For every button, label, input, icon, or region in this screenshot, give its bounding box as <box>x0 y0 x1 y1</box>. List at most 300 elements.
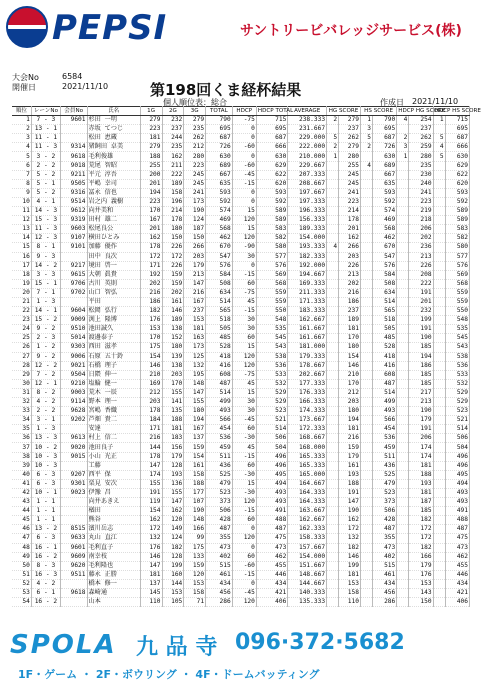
table-row <box>12 297 470 306</box>
cell: 525 <box>206 470 233 479</box>
cell: 172 <box>140 252 162 261</box>
cell: 568 <box>445 279 469 288</box>
cell: 525 <box>373 470 397 479</box>
cell: 459 <box>206 443 233 452</box>
cell: 222 <box>162 170 184 179</box>
cell <box>433 307 445 316</box>
pepsi-globe-logo <box>6 6 48 48</box>
cell: 373 <box>373 498 397 507</box>
cell: 172.333 <box>288 425 327 434</box>
cell: 210 <box>140 370 162 379</box>
cell: 60 <box>232 461 256 470</box>
spola-logo: SPOLA <box>10 630 117 660</box>
cell: 536 <box>256 361 287 370</box>
cell: 5 <box>433 134 445 143</box>
cell: 冨永 信也 <box>87 188 140 197</box>
cell: 5 - 1 <box>31 179 60 188</box>
cell: 203 <box>184 252 206 261</box>
cell: 528 <box>373 343 397 352</box>
cell: 190 <box>184 207 206 216</box>
cell: 137 <box>140 579 162 588</box>
cell: 355 <box>206 534 233 543</box>
cell: 188 <box>162 416 184 425</box>
cell: 543 <box>256 343 287 352</box>
cell: 180 <box>184 407 206 416</box>
cell: 10 - 1 <box>31 488 60 497</box>
cell: 44 <box>12 507 31 516</box>
cell <box>360 279 372 288</box>
cell: 5 <box>12 152 31 161</box>
cell: 199 <box>162 561 184 570</box>
cell <box>433 316 445 325</box>
cell: 687 <box>445 134 469 143</box>
footer-ad <box>0 628 474 684</box>
cell: 514 <box>256 425 287 434</box>
cell: 286 <box>206 598 233 607</box>
cell: 60 <box>232 552 256 561</box>
cell: 154 <box>140 507 162 516</box>
cell: 202.667 <box>288 370 327 379</box>
cell: 491 <box>256 507 287 516</box>
cell: 222 <box>409 279 433 288</box>
cell: 6 <box>12 161 31 170</box>
cell <box>433 516 445 525</box>
cell <box>327 343 339 352</box>
cell: 223 <box>409 197 433 206</box>
cell: 6 - 3 <box>31 534 60 543</box>
cell <box>433 325 445 334</box>
cell: 193 <box>339 470 361 479</box>
col-hdcp-total: HDCP TOTAL <box>256 107 287 116</box>
cell: 9601 <box>60 116 87 125</box>
cell: 213 <box>184 270 206 279</box>
cell: 181 <box>409 488 433 497</box>
cell: 428 <box>373 516 397 525</box>
cell: 577 <box>256 252 287 261</box>
cell <box>433 461 445 470</box>
cell: 156.333 <box>288 216 327 225</box>
cell: 16 - 1 <box>31 543 60 552</box>
cell: 608 <box>373 370 397 379</box>
cell: 9620 <box>60 561 87 570</box>
cell <box>397 525 409 534</box>
cell: 工藤 <box>87 461 140 470</box>
table-row <box>12 143 470 152</box>
table-row <box>12 125 470 134</box>
cell: 128 <box>162 461 184 470</box>
cell: 536 <box>373 434 397 443</box>
table-row <box>12 570 470 579</box>
cell <box>397 416 409 425</box>
cell <box>327 188 339 197</box>
table-row <box>12 207 470 216</box>
cell: 635 <box>373 179 397 188</box>
cell: 726 <box>373 143 397 152</box>
cell: 593 <box>206 188 233 197</box>
cell: 543 <box>445 343 469 352</box>
cell: 120 <box>232 216 256 225</box>
cell: 145 <box>140 588 162 597</box>
cell <box>327 316 339 325</box>
cell: 493 <box>445 488 469 497</box>
cell: 石橋 理子 <box>87 361 140 370</box>
cell: 634 <box>373 288 397 297</box>
cell: 568 <box>373 225 397 234</box>
cell: 523 <box>206 488 233 497</box>
cell: 0 <box>232 579 256 588</box>
cell <box>433 352 445 361</box>
cell <box>327 279 339 288</box>
cell: 565 <box>206 307 233 316</box>
cell <box>360 297 372 306</box>
cell: 559 <box>256 288 287 297</box>
cell <box>60 297 87 306</box>
cell: 629 <box>445 161 469 170</box>
cell: 15 - 3 <box>31 216 60 225</box>
header <box>0 0 474 60</box>
cell: 191 <box>339 488 361 497</box>
cell <box>360 361 372 370</box>
cell: 226 <box>339 261 361 270</box>
cell: 171 <box>140 425 162 434</box>
cell: 10 - 3 <box>31 461 60 470</box>
cell: 横田ひとみ <box>87 234 140 243</box>
cell: 208 <box>409 270 433 279</box>
cell: 濱川岳志 <box>87 525 140 534</box>
cell: 548 <box>256 316 287 325</box>
cell: 188 <box>339 479 361 488</box>
cell: 161.667 <box>288 334 327 343</box>
cell <box>397 352 409 361</box>
cell <box>397 343 409 352</box>
cell <box>327 352 339 361</box>
cell: 280 <box>184 152 206 161</box>
cell: 194 <box>140 188 162 197</box>
cell: 9504 <box>60 370 87 379</box>
col-member: 会員No <box>60 107 87 116</box>
cell <box>360 498 372 507</box>
table-row <box>12 461 470 470</box>
cell: 213 <box>409 398 433 407</box>
cell: 0 <box>232 525 256 534</box>
cell: 191 <box>140 488 162 497</box>
cell: 181 <box>140 570 162 579</box>
cell: 20 <box>12 288 31 297</box>
event-date: 2021/11/10 <box>62 82 109 91</box>
created-label: 作成日 <box>380 98 404 107</box>
cell: 向井美和 <box>87 207 140 216</box>
cell <box>60 125 87 134</box>
cell: 148 <box>184 379 206 388</box>
cell: 149 <box>162 525 184 534</box>
cell: 416 <box>373 361 397 370</box>
cell <box>433 570 445 579</box>
cell <box>60 252 87 261</box>
cell: 635 <box>206 179 233 188</box>
cell: 487 <box>256 525 287 534</box>
cell <box>360 216 372 225</box>
cell: 174 <box>409 452 433 461</box>
cell <box>433 416 445 425</box>
cell: 9303 <box>60 343 87 352</box>
cell: 1 - 3 <box>31 297 60 306</box>
cell: 172 <box>409 534 433 543</box>
cell: 135 <box>162 407 184 416</box>
cell: 456 <box>373 588 397 597</box>
cell <box>360 525 372 534</box>
cell <box>360 316 372 325</box>
cell: 226 <box>409 261 433 270</box>
cell: 496 <box>256 452 287 461</box>
cell <box>327 252 339 261</box>
cell <box>397 516 409 525</box>
cell: 193 <box>409 479 433 488</box>
cell: 177 <box>184 488 206 497</box>
cell: 244 <box>162 134 184 143</box>
table-row <box>12 279 470 288</box>
cell: 147 <box>140 461 162 470</box>
cell: 589 <box>445 207 469 216</box>
cell <box>433 488 445 497</box>
cell: 178 <box>140 407 162 416</box>
cell: 9609 <box>60 552 87 561</box>
cell: 159 <box>184 443 206 452</box>
cell: 10 - 3 <box>31 452 60 461</box>
cell <box>397 307 409 316</box>
table-row <box>12 379 470 388</box>
cell: 193 <box>162 470 184 479</box>
cell: 181 <box>184 325 206 334</box>
cell: 11 - 3 <box>31 143 60 152</box>
cell <box>360 416 372 425</box>
cell: 31 <box>12 388 31 397</box>
cell: 213 <box>409 252 433 261</box>
cell: 160 <box>162 570 184 579</box>
cell: 161 <box>339 461 361 470</box>
cell: 203 <box>339 252 361 261</box>
cell: 189 <box>162 316 184 325</box>
cell <box>397 461 409 470</box>
cell: 455 <box>445 561 469 570</box>
cell: 462 <box>373 234 397 243</box>
cell: 241 <box>409 188 433 197</box>
cell: 279 <box>339 143 361 152</box>
cell: 50 <box>12 561 31 570</box>
cell: 232 <box>162 116 184 125</box>
cell: 9003 <box>60 388 87 397</box>
cell <box>360 534 372 543</box>
cell: 14 <box>12 234 31 243</box>
cell: 216 <box>339 288 361 297</box>
cell: 16 - 2 <box>31 552 60 561</box>
cell: 687 <box>206 134 233 143</box>
cell: 446 <box>445 570 469 579</box>
page-title: 第198回くま経杯結果 <box>150 81 302 99</box>
cell: 147 <box>184 279 206 288</box>
cell: 279 <box>140 143 162 152</box>
cell: 9006 <box>60 352 87 361</box>
cell: 4 <box>397 116 409 125</box>
cell: 491 <box>445 507 469 516</box>
cell: 514 <box>206 388 233 397</box>
col-total: TOTAL <box>206 107 233 116</box>
cell: 418 <box>373 352 397 361</box>
cell: 194.667 <box>288 270 327 279</box>
cell: 9702 <box>60 288 87 297</box>
cell: 180 <box>162 343 184 352</box>
table-row <box>12 525 470 534</box>
cell: 170 <box>140 334 162 343</box>
cell <box>397 570 409 579</box>
table-row <box>12 552 470 561</box>
cell: 559 <box>445 297 469 306</box>
cell: 216 <box>140 434 162 443</box>
cell: 40 <box>12 470 31 479</box>
cell: -15 <box>232 179 256 188</box>
cell: 平元 淳吾 <box>87 170 140 179</box>
cell: 245 <box>339 179 361 188</box>
cell <box>360 470 372 479</box>
col-hs: HS SCORE <box>360 107 396 116</box>
cell: 436 <box>206 461 233 470</box>
cell: 9603 <box>60 225 87 234</box>
cell: 496 <box>445 461 469 470</box>
cell: 150 <box>409 598 433 607</box>
cell: 479 <box>206 479 233 488</box>
cell: 153 <box>184 579 206 588</box>
cell: 152 <box>162 334 184 343</box>
cell <box>433 452 445 461</box>
cell: 182 <box>140 307 162 316</box>
cell: 136 <box>162 479 184 488</box>
cell: 171 <box>140 261 162 270</box>
cell <box>327 207 339 216</box>
cell: 30 <box>232 316 256 325</box>
cell: -75 <box>232 288 256 297</box>
cell <box>397 297 409 306</box>
cell: 488 <box>445 516 469 525</box>
cell: 505 <box>373 325 397 334</box>
cell: 35 <box>12 425 31 434</box>
cell: 西平 保 <box>87 470 140 479</box>
cell: 156 <box>162 443 184 452</box>
cell: 223 <box>140 197 162 206</box>
cell: 松岡 弘行 <box>87 307 140 316</box>
cell: 172 <box>339 525 361 534</box>
cell: 32 <box>12 398 31 407</box>
cell: 162.333 <box>288 525 327 534</box>
cell: 286 <box>373 598 397 607</box>
cell: 155 <box>162 388 184 397</box>
cell: 178 <box>339 216 361 225</box>
cell: 159 <box>162 279 184 288</box>
cell <box>327 334 339 343</box>
cell: 42 <box>12 488 31 497</box>
cell <box>327 170 339 179</box>
cell: 3 - 3 <box>31 270 60 279</box>
cell: 渡邊泰子 <box>87 334 140 343</box>
cell: 582 <box>256 234 287 243</box>
cell: 11 <box>12 207 31 216</box>
cell: 592 <box>445 197 469 206</box>
cell <box>433 543 445 552</box>
cell: 174 <box>409 443 433 452</box>
cell <box>433 270 445 279</box>
cell: 169.333 <box>288 279 327 288</box>
cell: 17 <box>12 261 31 270</box>
cell: 574 <box>206 207 233 216</box>
cell: 159 <box>162 270 184 279</box>
cell <box>433 170 445 179</box>
cell: 506 <box>206 507 233 516</box>
cell: 488 <box>256 516 287 525</box>
cell <box>433 234 445 243</box>
cell <box>397 543 409 552</box>
cell: 191 <box>409 425 433 434</box>
cell: 548 <box>445 316 469 325</box>
cell: 133 <box>184 552 206 561</box>
cell: 589 <box>445 216 469 225</box>
cell: 9314 <box>60 143 87 152</box>
cell: 119 <box>140 498 162 507</box>
cell: 松尾良公 <box>87 225 140 234</box>
cell: -60 <box>232 561 256 570</box>
cell: 568 <box>206 225 233 234</box>
cell: 175 <box>184 543 206 552</box>
cell: 3 <box>397 143 409 152</box>
cell: 436 <box>373 461 397 470</box>
cell: 120 <box>232 234 256 243</box>
cell: 262 <box>339 134 361 143</box>
cell: 1 - 1 <box>31 498 60 507</box>
table-row <box>12 170 470 179</box>
cell: 373 <box>206 498 233 507</box>
cell: -30 <box>232 488 256 497</box>
cell: 山口 智弘 <box>87 288 140 297</box>
cell: 9210 <box>60 379 87 388</box>
cell: 232 <box>409 307 433 316</box>
cell: 8515 <box>60 525 87 534</box>
cell <box>397 316 409 325</box>
cell: 499 <box>206 398 233 407</box>
table-row <box>12 561 470 570</box>
cell <box>397 325 409 334</box>
cell: 146 <box>339 552 361 561</box>
date-label: 開催日 <box>12 83 36 92</box>
cell: 9 - 2 <box>31 352 60 361</box>
cell: 9319 <box>60 216 87 225</box>
cell: 180 <box>162 225 184 234</box>
cell: 279 <box>184 116 206 125</box>
cell: 206 <box>409 434 433 443</box>
cell: 塩輪 健一 <box>87 379 140 388</box>
cell: 古川 英則 <box>87 279 140 288</box>
cell: 536 <box>445 361 469 370</box>
cell: 9706 <box>60 279 87 288</box>
cell: 5 - 2 <box>31 188 60 197</box>
cell <box>397 552 409 561</box>
cell: 27 <box>12 352 31 361</box>
cell: 187 <box>184 225 206 234</box>
cell: 237 <box>339 125 361 134</box>
cell: 16 - 3 <box>31 570 60 579</box>
cell: 454 <box>373 425 397 434</box>
cell: 493 <box>445 498 469 507</box>
cell: 10 - 2 <box>31 443 60 452</box>
table-row <box>12 479 470 488</box>
cell: 515 <box>206 561 233 570</box>
cell: 9018 <box>60 161 87 170</box>
